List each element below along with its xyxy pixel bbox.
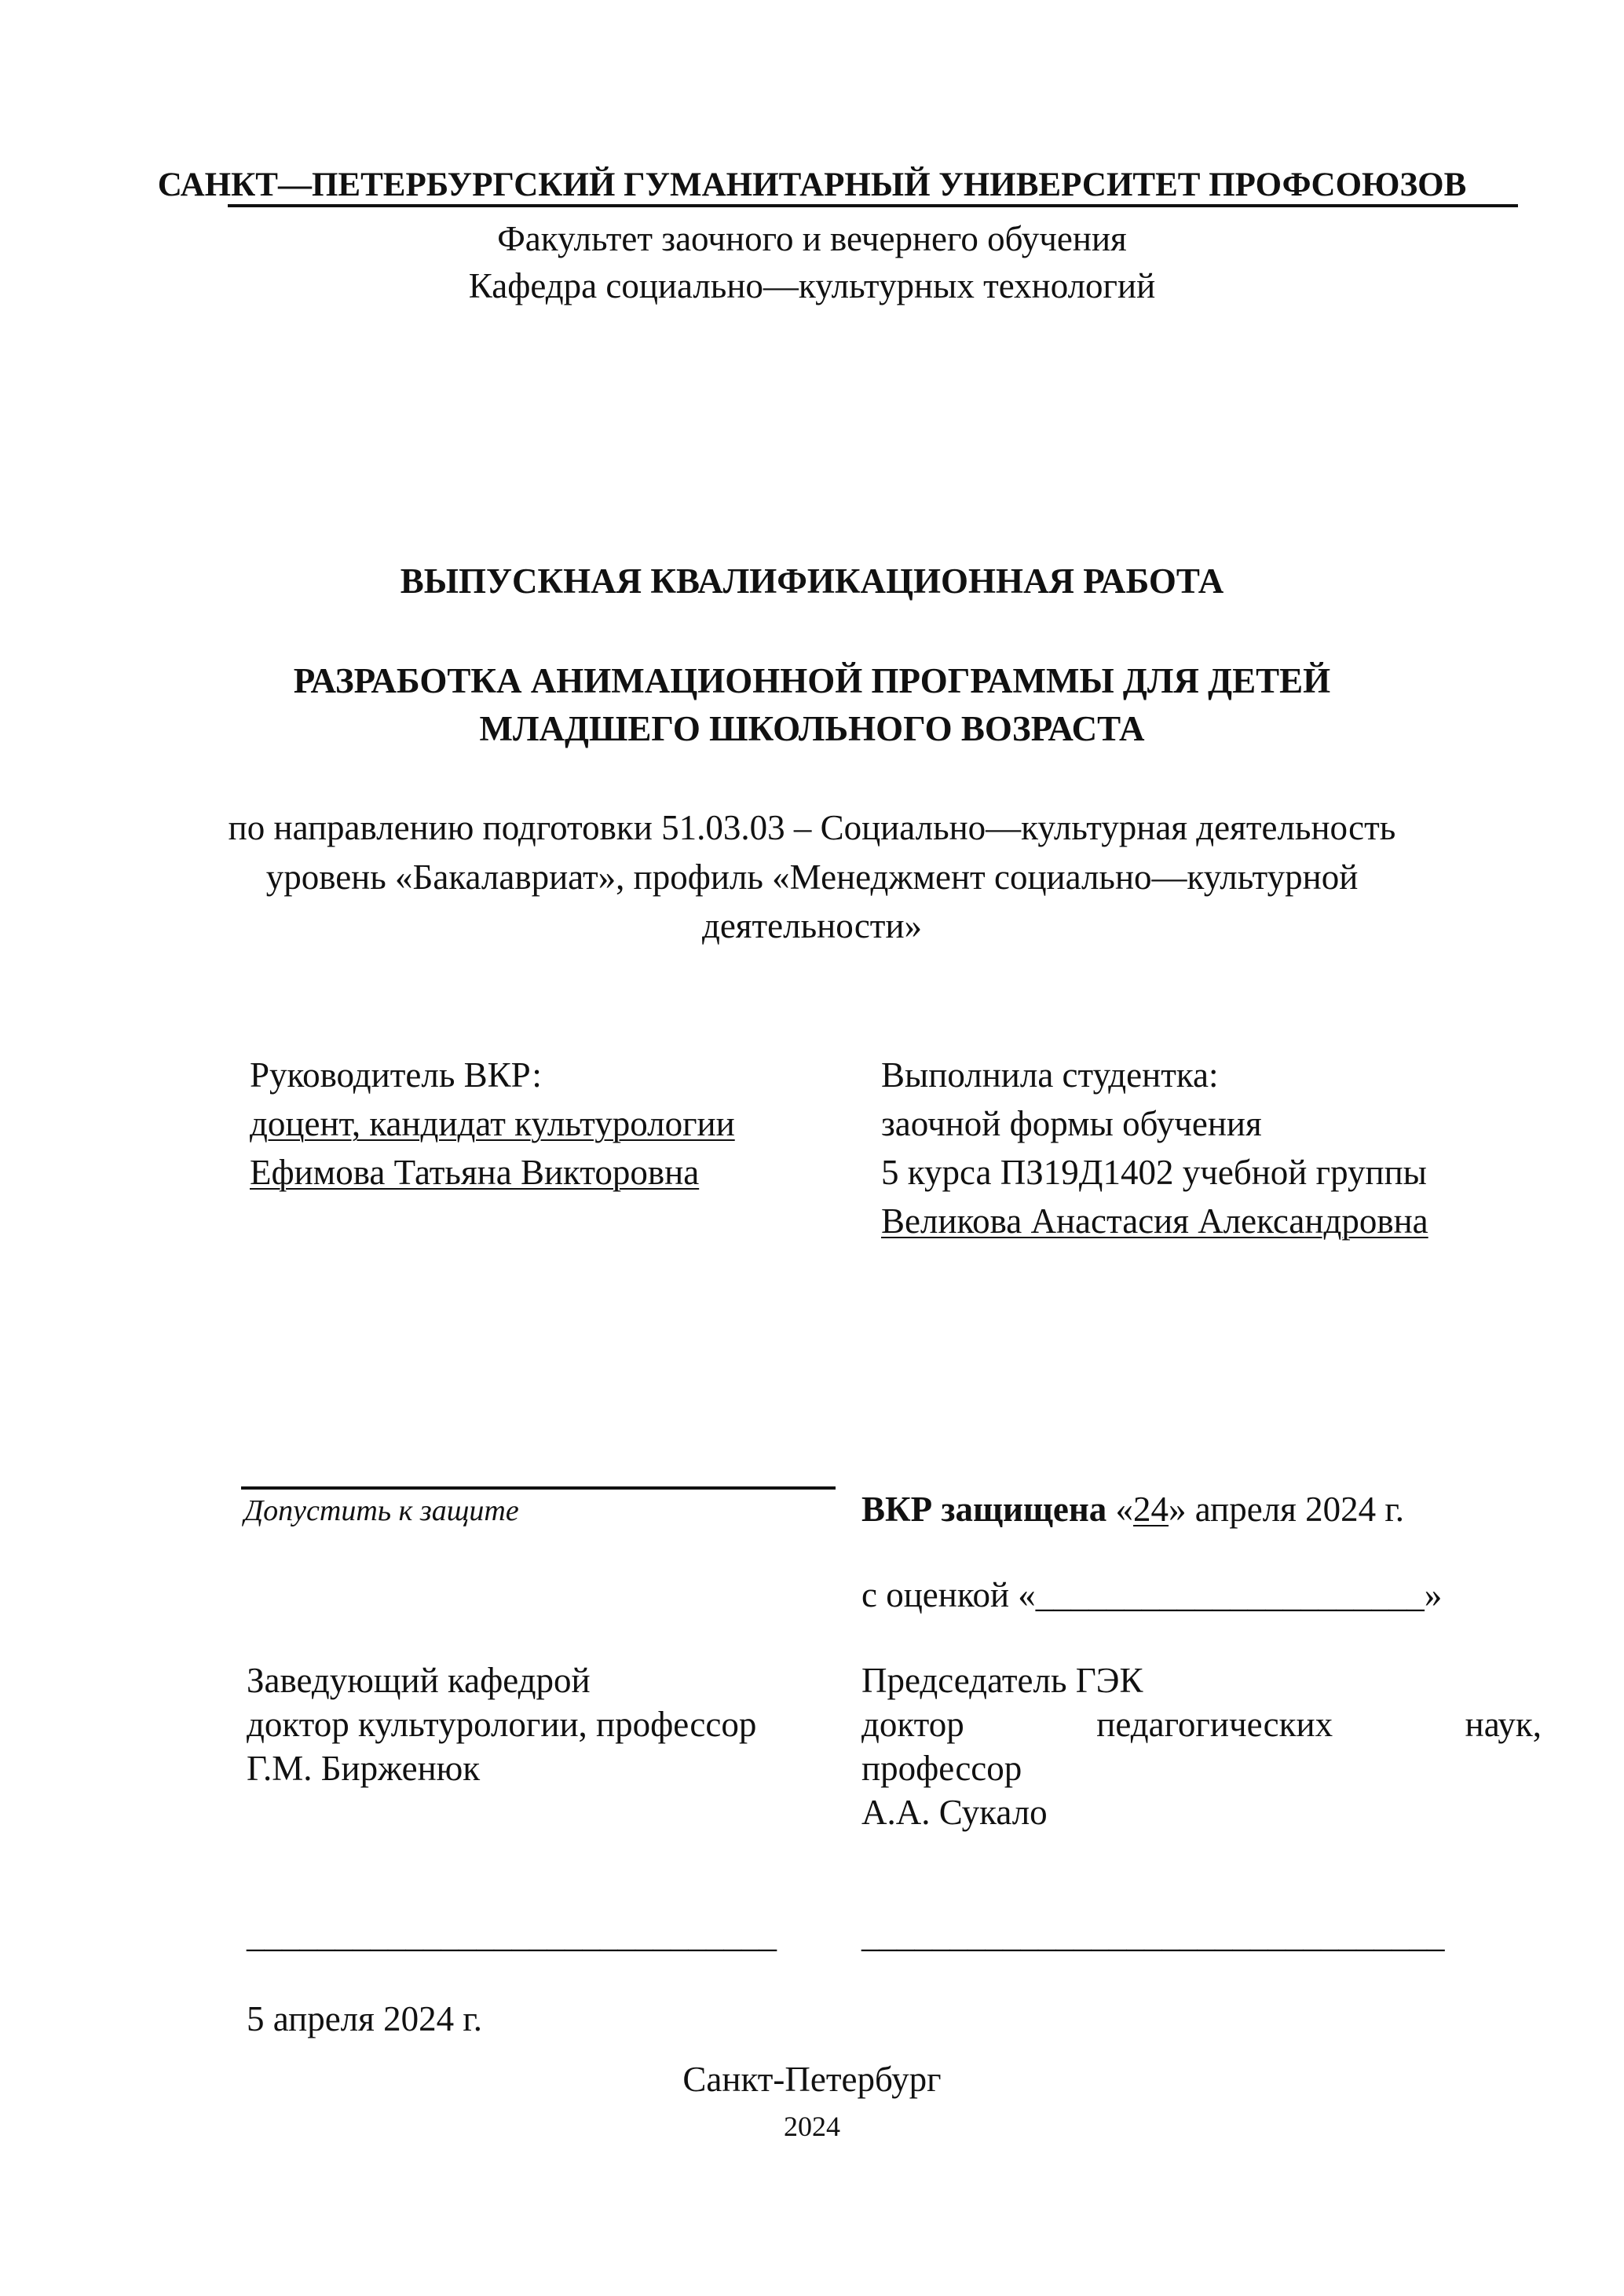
chairman-degree-word-2: педагогических (1096, 1705, 1333, 1744)
document-type: ВЫПУСКНАЯ КВАЛИФИКАЦИОННАЯ РАБОТА (400, 561, 1224, 601)
faculty-name: Факультет заочного и вечернего обучения (497, 219, 1127, 258)
student-name: Великова Анастасия Александровна (881, 1201, 1428, 1241)
student-study-form: заочной формы обучения (881, 1104, 1262, 1143)
chairman-degree-word-3: наук, (1465, 1705, 1542, 1744)
header-divider (228, 204, 1518, 207)
student-label: Выполнила студентка: (881, 1055, 1219, 1095)
head-of-department-name: Г.М. Бирженюк (247, 1749, 481, 1788)
defense-label: ВКР защищена (861, 1490, 1107, 1529)
chairman-label: Председатель ГЭК (861, 1661, 1143, 1700)
topic-line-2: МЛАДШЕГО ШКОЛЬНОГО ВОЗРАСТА (479, 709, 1145, 748)
defense-date-rest: » апреля 2024 г. (1169, 1490, 1405, 1529)
grade-blank: ______________________ (1035, 1575, 1425, 1614)
supervisor-position: доцент, кандидат культурологии (250, 1104, 735, 1143)
department-name: Кафедра социально—культурных технологий (468, 266, 1156, 305)
direction-line-1: по направлению подготовки 51.03.03 – Социально—культурная деятельность (228, 808, 1396, 847)
direction-line-2: уровень «Бакалавриат», профиль «Менеджмент социально—культурной (265, 857, 1359, 897)
chairman-name: А.А. Сукало (861, 1793, 1048, 1832)
grade-prefix: с оценкой « (861, 1575, 1036, 1614)
supervisor-name: Ефимова Татьяна Викторовна (250, 1153, 700, 1192)
admission-date: 5 апреля 2024 г. (247, 1999, 482, 2038)
defense-open-quote: « (1115, 1490, 1134, 1529)
topic-line-1: РАЗРАБОТКА АНИМАЦИОННОЙ ПРОГРАММЫ ДЛЯ ДЕТЕЙ (293, 661, 1331, 700)
year: 2024 (784, 2111, 840, 2142)
admission-label: Допустить к защите (244, 1494, 519, 1527)
chairman-degree (861, 1707, 1542, 1742)
head-of-department-label: Заведующий кафедрой (247, 1661, 591, 1700)
supervisor-label: Руководитель ВКР: (250, 1055, 542, 1095)
direction-line-3: деятельности» (701, 906, 923, 945)
chairman-degree-word-1: доктор (861, 1705, 964, 1744)
chairman-title: профессор (861, 1749, 1022, 1788)
head-of-department-degree: доктор культурологии, профессор (247, 1705, 757, 1744)
university-name: САНКТ—ПЕТЕРБУРГСКИЙ ГУМАНИТАРНЫЙ УНИВЕРСИТЕТ ПРОФСОЮЗОВ (157, 166, 1467, 203)
defense-result (861, 1492, 1404, 1527)
defense-grade (861, 1575, 1443, 1614)
admission-signature-line (241, 1486, 836, 1490)
city: Санкт-Петербург (682, 2060, 942, 2099)
chairman-signature-line: _________________________________ (861, 1915, 1445, 1954)
defense-day: 24 (1133, 1490, 1169, 1529)
student-group: 5 курса ПЗ19Д1402 учебной группы (881, 1153, 1427, 1192)
head-signature-line: ______________________________ (247, 1915, 777, 1954)
grade-suffix: » (1424, 1575, 1443, 1614)
